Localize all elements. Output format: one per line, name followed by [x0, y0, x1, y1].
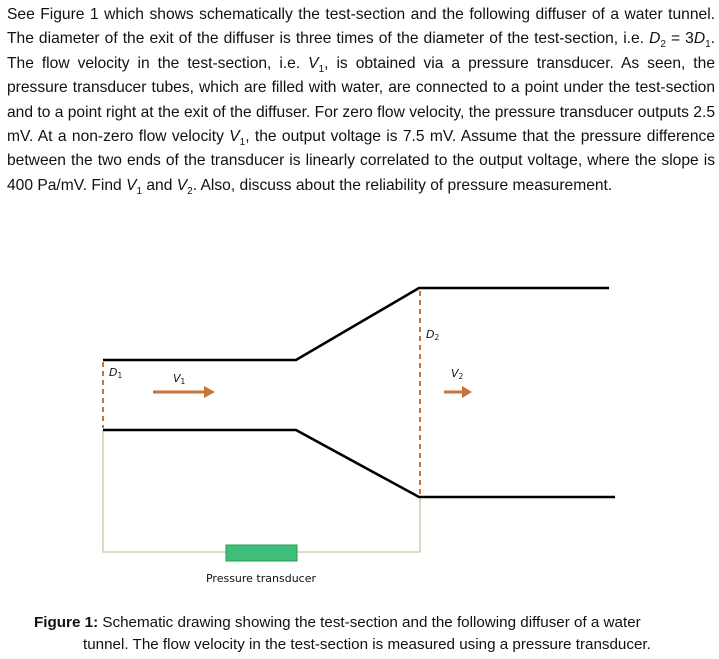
problem-text-1: See Figure 1 which shows schematically the test-section and the following diffuser of a water tunnel. The diameter of the exit of the diffuser is three times of the diameter of the test-section, i.e. [7, 6, 715, 48]
problem-text-2: . The flow velocity in the test-section, i.e. [7, 30, 715, 72]
problem-text-5: and [146, 176, 173, 194]
figure-caption [34, 612, 714, 656]
transducer-label: Pressure transducer [205, 572, 317, 585]
v1b-sub: 1 [239, 137, 246, 149]
problem-text-3: , is obtained via a pressure transducer. As seen, the pressure transducer tubes, which are filled with water, are connected to a point under the test-section and to a point right at the exit of the diffuser. For zero flow velocity, the pressure transducer outputs 2.5 mV. At a non-zero flow velocity [7, 54, 715, 146]
eq-d2-var: D [649, 30, 661, 48]
eq-d2-sub: 2 [660, 39, 666, 51]
upper-wall [103, 288, 609, 360]
eq-d1-var: D [693, 30, 706, 48]
find-v1-sub: 1 [136, 185, 143, 197]
v1-label-var: V [173, 372, 181, 385]
d1-label [109, 366, 122, 380]
d1-label-var: D [109, 366, 118, 379]
eq-d1-sub: 1 [705, 39, 711, 51]
v1-label-sub: 1 [180, 377, 186, 386]
transducer-tube-right [297, 497, 420, 552]
pressure-transducer [226, 545, 297, 561]
v2-label-sub: 2 [458, 372, 464, 381]
v1-var: V [308, 54, 319, 72]
lower-wall [103, 430, 615, 497]
d2-label [426, 328, 439, 342]
problem-text-4: , the output voltage is 7.5 mV. Assume that the pressure difference between the two ends of the transducer is linearly correlated to the output voltage, where the slope is 400 Pa/mV. Find [7, 128, 715, 194]
v2-arrow-head [462, 386, 472, 398]
d2-label-var: D [426, 328, 435, 341]
problem-statement [7, 3, 715, 198]
problem-text-6: . Also, discuss about the reliability of pressure measurement. [192, 176, 613, 194]
v2-label [451, 367, 464, 381]
d2-label-sub: 2 [434, 333, 440, 342]
v2-label-var: V [451, 367, 459, 380]
v1-label [173, 372, 186, 386]
schematic-figure [0, 255, 719, 595]
find-v2-var: V [176, 176, 188, 194]
v1-arrow-head [204, 386, 215, 398]
v1-sub: 1 [318, 63, 325, 75]
find-v2-sub: 2 [187, 185, 193, 197]
find-v1-var: V [126, 176, 137, 194]
transducer-tube [103, 430, 226, 552]
d1-label-sub: 1 [117, 371, 123, 380]
caption-line-2: tunnel. The flow velocity in the test-section is measured using a pressure transducer. [83, 636, 651, 653]
caption-label: Figure 1: [34, 614, 99, 631]
eq-equals-three: = 3 [665, 30, 694, 48]
v1b-var: V [229, 128, 240, 146]
caption-line-1: Schematic drawing showing the test-section and the following diffuser of a water [102, 614, 641, 631]
